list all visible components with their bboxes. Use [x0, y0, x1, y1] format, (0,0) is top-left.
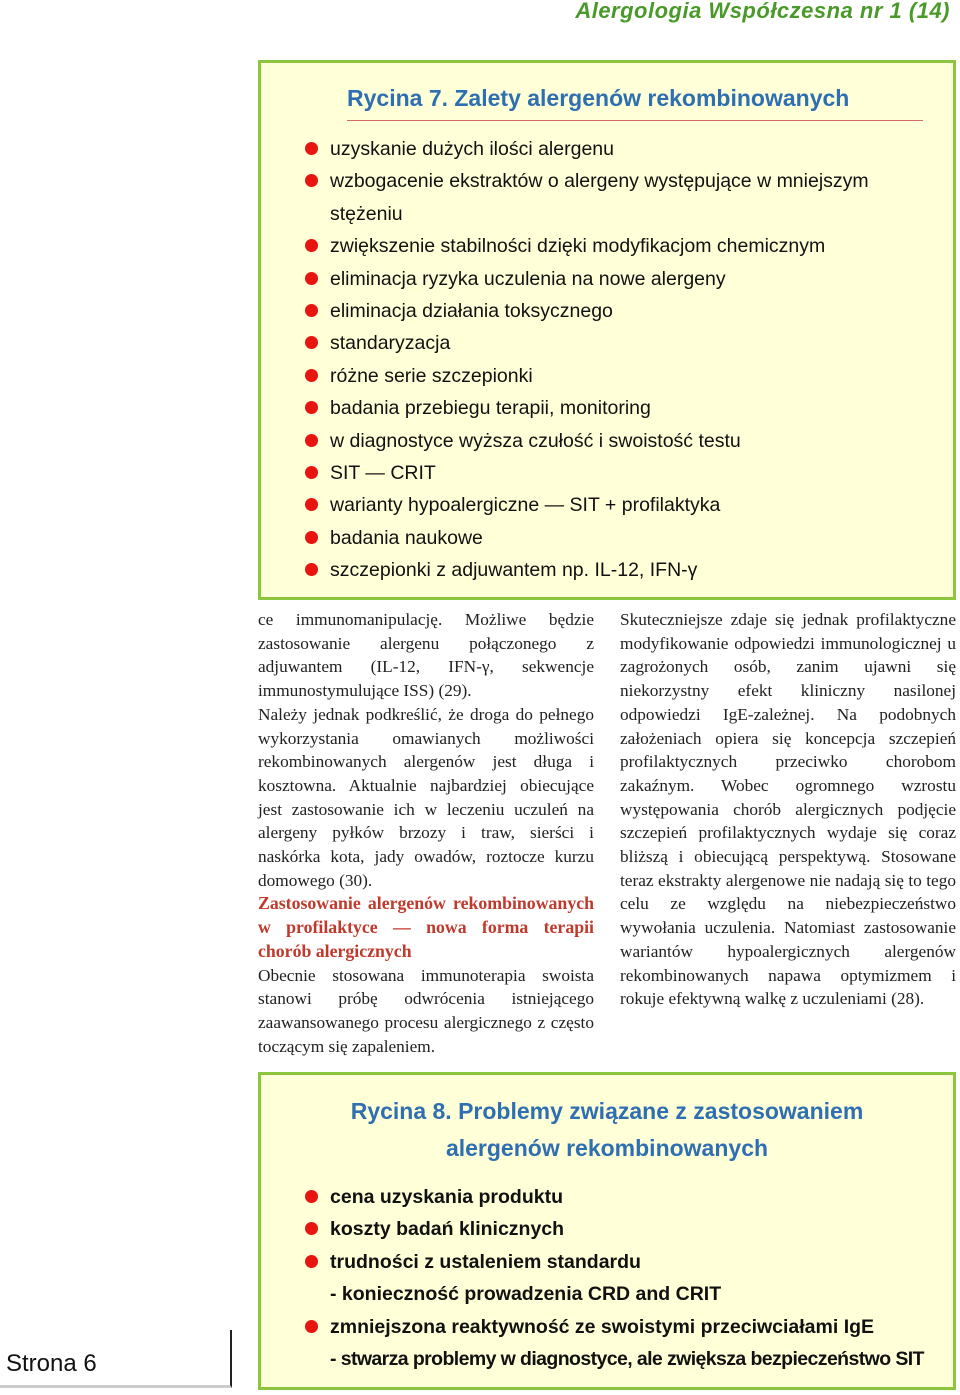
bullet-icon: [305, 1320, 318, 1333]
bullet-icon: [305, 1255, 318, 1268]
bullet-icon: [305, 174, 318, 187]
list-item: [305, 1246, 943, 1278]
list-item: [305, 1181, 943, 1213]
list-sub-item: [305, 1343, 943, 1375]
bullet-icon: [305, 1222, 318, 1235]
bullet-icon: [305, 336, 318, 349]
bullet-icon: [305, 304, 318, 317]
list-item-text: - konieczność prowadzenia CRD and CRIT: [330, 1283, 722, 1306]
list-item: [305, 457, 933, 489]
list-item-text: warianty hypoalergiczne — SIT + profilaktyka: [330, 494, 721, 517]
figure-7-title-rule: [347, 120, 923, 121]
figure-7-title: Rycina 7. Zalety alergenów rekombinowanych: [347, 85, 850, 111]
list-item: [305, 133, 933, 165]
list-item-text: badania przebiegu terapii, monitoring: [330, 397, 651, 420]
journal-header: Alergologia Współczesna nr 1 (14): [575, 0, 950, 23]
bullet-icon: [305, 369, 318, 382]
list-item: [305, 295, 933, 327]
figure-8-list: [305, 1181, 943, 1375]
list-item-text: w diagnostyce wyższa czułość i swoistość testu: [330, 429, 741, 452]
bullet-icon: [305, 1190, 318, 1203]
bullet-icon: [305, 142, 318, 155]
paragraph: ce immunomanipulację. Możliwe będzie zastosowanie alergenu połączonego z adjuwantem (IL-12, IFN-γ, sekwencje immunostymulujące ISS) (29).: [258, 610, 594, 701]
paragraph: Należy jednak podkreślić, że droga do pełnego wykorzystania omawianych możliwości rekombinowanych alergenów jest długa i kosztowna. Aktualnie najbardziej obiecujące jest zastosowanie ich w leczeniu uczuleń na alergeny pyłków brzozy i traw, sierści i naskórka kota, jady owadów, roztocze kurzu domowego (30).: [258, 704, 594, 890]
bullet-icon: [305, 239, 318, 252]
bullet-icon: [305, 498, 318, 511]
list-item-text: SIT — CRIT: [330, 462, 436, 485]
list-item: [305, 522, 933, 554]
list-item: [305, 327, 933, 359]
paragraph: Obecnie stosowana immunoterapia swoista stanowi próbę odwrócenia istniejącego zaawansowanego procesu alergicznego z często toczącym się zapaleniem.: [258, 965, 594, 1056]
list-item-text: uzyskanie dużych ilości alergenu: [330, 138, 614, 160]
list-item: [305, 392, 933, 424]
page-number-box: [0, 1330, 232, 1388]
bullet-icon: [305, 272, 318, 285]
bullet-icon: [305, 434, 318, 447]
figure-7-box: [258, 60, 956, 600]
list-sub-item: [305, 1278, 943, 1310]
right-text-column: [620, 608, 956, 1011]
list-item-text: standaryzacja: [330, 332, 451, 355]
list-item-text: zmniejszona reaktywność ze swoistymi przeciwciałami IgE: [330, 1315, 875, 1338]
list-item-text: szczepionki z adjuwantem np. IL-12, IFN-γ: [330, 559, 698, 582]
list-item-text: eliminacja ryzyka uczulenia na nowe alergeny: [330, 267, 726, 290]
figure-8-title-line-2: alergenów rekombinowanych: [445, 1135, 769, 1161]
list-item: [305, 489, 933, 521]
figure-7-list: [305, 133, 933, 587]
list-item: [305, 263, 933, 295]
list-item: [305, 230, 933, 262]
list-item: [305, 360, 933, 392]
list-item-text: różne serie szczepionki: [330, 364, 533, 387]
list-item-text: badania naukowe: [330, 526, 483, 549]
list-item: [305, 1213, 943, 1245]
list-item-text: trudności z ustaleniem standardu: [330, 1250, 641, 1273]
bullet-icon: [305, 531, 318, 544]
list-item: [305, 554, 933, 586]
bullet-icon: [305, 466, 318, 479]
list-item: [305, 425, 933, 457]
section-heading: Zastosowanie alergenów rekombinowanych w profilaktyce — nowa forma terapii chorób alergicznych: [258, 893, 594, 961]
bullet-icon: [305, 563, 318, 576]
page-number: Strona 6: [6, 1350, 97, 1377]
list-item: [305, 165, 933, 230]
left-text-column: [258, 608, 594, 1058]
list-item-text: eliminacja działania toksycznego: [330, 300, 613, 323]
list-item-text: zwiększenie stabilności dzięki modyfikacjom chemicznym: [330, 235, 826, 258]
bullet-icon: [305, 401, 318, 414]
figure-8-title-line-1: Rycina 8. Problemy związane z zastosowaniem: [350, 1098, 864, 1124]
figure-8-box: [258, 1072, 956, 1390]
list-item: [305, 1311, 943, 1343]
list-item-text: - stwarza problemy w diagnostyce, ale zwiększa bezpieczeństwo SIT: [330, 1348, 924, 1371]
list-item-text: koszty badań klinicznych: [330, 1218, 565, 1241]
list-item-text: wzbogacenie ekstraktów o alergeny występujące w mniejszym stężeniu: [330, 170, 869, 225]
paragraph: Skuteczniejsze zdaje się jednak profilaktyczne modyfikowanie odpowiedzi immunologicznej u zagrożonych osób, zanim ujawni się niekorzystny efekt kliniczny nasilonej odpowiedzi IgE-zależnej. Na podobnych założeniach opiera się koncepcja szczepień profilaktycznych przeciwko chorobom zakaźnym. Wobec ogromnego wzrostu występowania chorób alergicznych podjęcie szczepień profilaktycznych wydaje się coraz bliższą i obiecującą perspektywą. Stosowane teraz ekstrakty alergenowe nie nadają się to tego celu ze względu na niebezpieczeństwo wywołania uczulenia. Natomiast zastosowanie wariantów hypoalergicznych alergenów rekombinowanych napawa optymizmem i rokuje efektywną walkę z uczuleniami (28).: [620, 610, 956, 1009]
list-item-text: cena uzyskania produktu: [330, 1186, 563, 1208]
